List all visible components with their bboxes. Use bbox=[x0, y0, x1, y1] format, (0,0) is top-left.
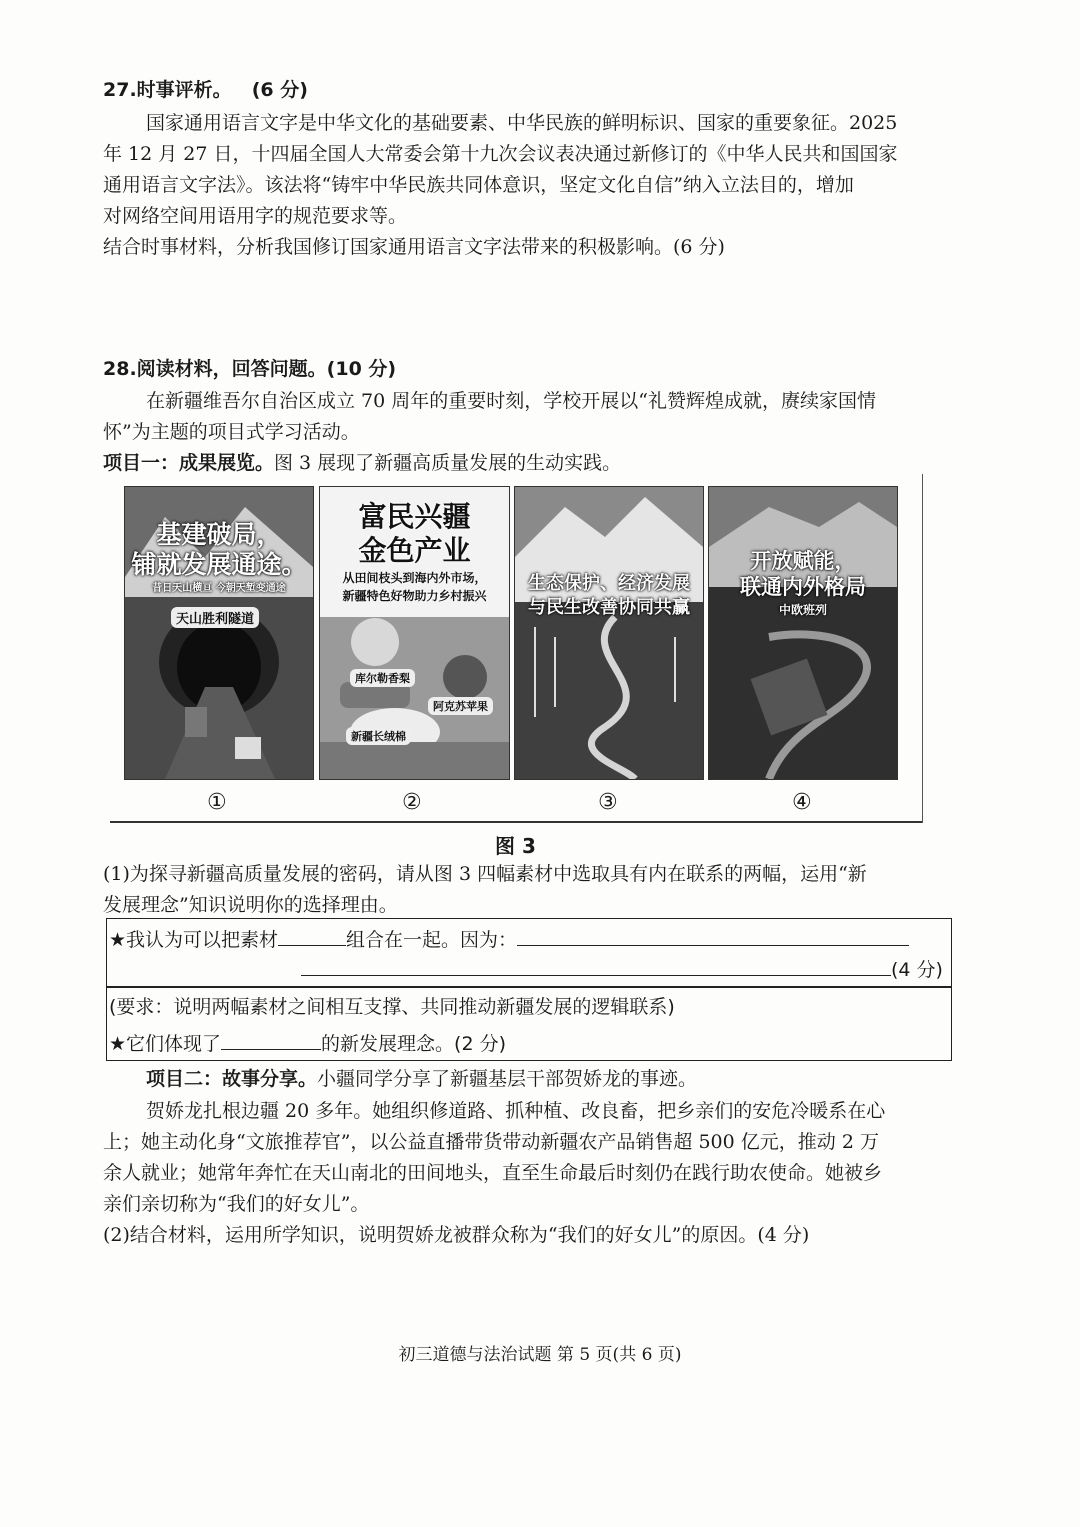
material-blank[interactable] bbox=[278, 927, 346, 946]
sub1-line: 发展理念”知识说明你的选择理由。 bbox=[103, 894, 398, 916]
story-line: 上；她主动化身“文旅推荐官”，以公益直播带货带动新疆农产品销售超 500 亿元，推动 2 万 bbox=[103, 1131, 879, 1153]
reason-blank-2[interactable] bbox=[301, 957, 891, 976]
q27-para-line: 国家通用语言文字是中华文化的基础要素、中华民族的鲜明标识、国家的重要象征。2025 bbox=[146, 112, 898, 134]
answer-box bbox=[106, 918, 952, 1061]
story-line: 亲们亲切称为“我们的好女儿”。 bbox=[103, 1193, 370, 1215]
panel-1-subtitle: 昔日天山横亘 今朝天堑变通途 bbox=[152, 583, 286, 594]
concept-blank[interactable] bbox=[221, 1031, 321, 1050]
answer-line-2-score: (4 分) bbox=[891, 959, 943, 981]
panel-2-subtitle-2: 新疆特色好物助力乡村振兴 bbox=[342, 589, 487, 603]
panel-2-title-1: 富民兴疆 bbox=[358, 500, 471, 533]
answer-box-divider bbox=[107, 986, 951, 988]
story-line: 余人就业；她常年奔忙在天山南北的田间地头，直至生命最后时刻仍在践行助农使命。她被乡 bbox=[103, 1162, 883, 1184]
q28-para-line: 怀”为主题的项目式学习活动。 bbox=[103, 421, 360, 443]
sub2-question: (2)结合材料，运用所学知识，说明贺娇龙被群众称为“我们的好女儿”的原因。(4 分) bbox=[103, 1224, 810, 1246]
panel-2-tag-cotton: 新疆长绒棉 bbox=[346, 727, 411, 745]
answer-line-2 bbox=[301, 957, 943, 982]
reason-blank[interactable] bbox=[517, 927, 909, 946]
figure-caption: 图 3 bbox=[495, 834, 536, 858]
answer-line-4-prefix: ★它们体现了 bbox=[109, 1033, 222, 1055]
panel-2-tag-pear: 库尔勒香梨 bbox=[350, 669, 415, 687]
panel-1-sign: 天山胜利隧道 bbox=[171, 607, 259, 628]
q28-title: 28.阅读材料，回答问题。(10 分) bbox=[103, 358, 397, 380]
q27-para-line: 对网络空间用语用字的规范要求等。 bbox=[103, 205, 408, 227]
answer-line-1-prefix: ★我认为可以把素材 bbox=[109, 929, 279, 951]
project1-line bbox=[103, 451, 621, 475]
panel-4-subtitle: 中欧班列 bbox=[778, 603, 827, 617]
page-footer: 初三道德与法治试题 第 5 页(共 6 页) bbox=[398, 1345, 682, 1365]
q27-score: (6 分) bbox=[251, 79, 308, 101]
project1-text: 图 3 展现了新疆高质量发展的生动实践。 bbox=[274, 452, 622, 474]
panel-2-image bbox=[319, 486, 510, 780]
answer-line-4 bbox=[109, 1031, 506, 1056]
panel-3-title-1: 生态保护、经济发展 bbox=[528, 573, 690, 594]
panel-2-title-2: 金色产业 bbox=[358, 534, 471, 567]
project2-label: 项目二：故事分享。 bbox=[146, 1068, 318, 1090]
panel-1-number: ① bbox=[207, 790, 227, 815]
answer-line-1-mid: 组合在一起。因为： bbox=[346, 929, 518, 951]
answer-line-4-suffix: 的新发展理念。(2 分) bbox=[321, 1033, 507, 1055]
panel-3-number: ③ bbox=[598, 790, 618, 815]
project2-line bbox=[146, 1067, 697, 1091]
q28-para-line: 在新疆维吾尔自治区成立 70 周年的重要时刻，学校开展以“礼赞辉煌成就，赓续家国情 bbox=[146, 390, 876, 412]
project2-text: 小疆同学分享了新疆基层干部贺娇龙的事迹。 bbox=[317, 1068, 698, 1090]
panel-4-image bbox=[708, 486, 898, 780]
answer-line-1 bbox=[109, 927, 909, 952]
panel-4-number: ④ bbox=[792, 790, 812, 815]
panel-2-number: ② bbox=[402, 790, 422, 815]
q27-para-line: 通用语言文字法》。该法将“铸牢中华民族共同体意识，坚定文化自信”纳入立法目的，增加 bbox=[103, 174, 854, 196]
panel-1-title-1: 基建破局， bbox=[156, 520, 282, 549]
q27-title: 27.时事评析。 bbox=[103, 79, 232, 101]
requirement-text: (要求：说明两幅素材之间相互支撑、共同推动新疆发展的逻辑联系) bbox=[109, 996, 675, 1018]
q27-para-line: 年 12 月 27 日，十四届全国人大常委会第十九次会议表决通过新修订的《中华人民共和国国家 bbox=[103, 143, 898, 165]
panel-4-title-2: 联通内外格局 bbox=[740, 575, 866, 599]
panel-4-title-1: 开放赋能， bbox=[750, 549, 856, 573]
figure-bottom-rule bbox=[110, 821, 922, 823]
q27-heading bbox=[103, 78, 308, 102]
panel-1-title-2: 铺就发展通途。 bbox=[131, 550, 307, 579]
panel-3-image bbox=[514, 486, 704, 780]
panel-3-title-2: 与民生改善协同共赢 bbox=[528, 597, 690, 618]
panel-2-subtitle-1: 从田间枝头到海内外市场， bbox=[342, 571, 487, 585]
sub1-line: (1)为探寻新疆高质量发展的密码，请从图 3 四幅素材中选取具有内在联系的两幅，运用“新 bbox=[103, 863, 867, 885]
panel-2-tag-apple: 阿克苏苹果 bbox=[428, 697, 493, 715]
q27-question: 结合时事材料，分析我国修订国家通用语言文字法带来的积极影响。(6 分) bbox=[103, 236, 725, 258]
panel-1-image bbox=[124, 486, 314, 780]
project1-label: 项目一：成果展览。 bbox=[103, 452, 275, 474]
story-line: 贺娇龙扎根边疆 20 多年。她组织修道路、抓种植、改良畜，把乡亲们的安危冷暖系在心 bbox=[146, 1100, 886, 1122]
